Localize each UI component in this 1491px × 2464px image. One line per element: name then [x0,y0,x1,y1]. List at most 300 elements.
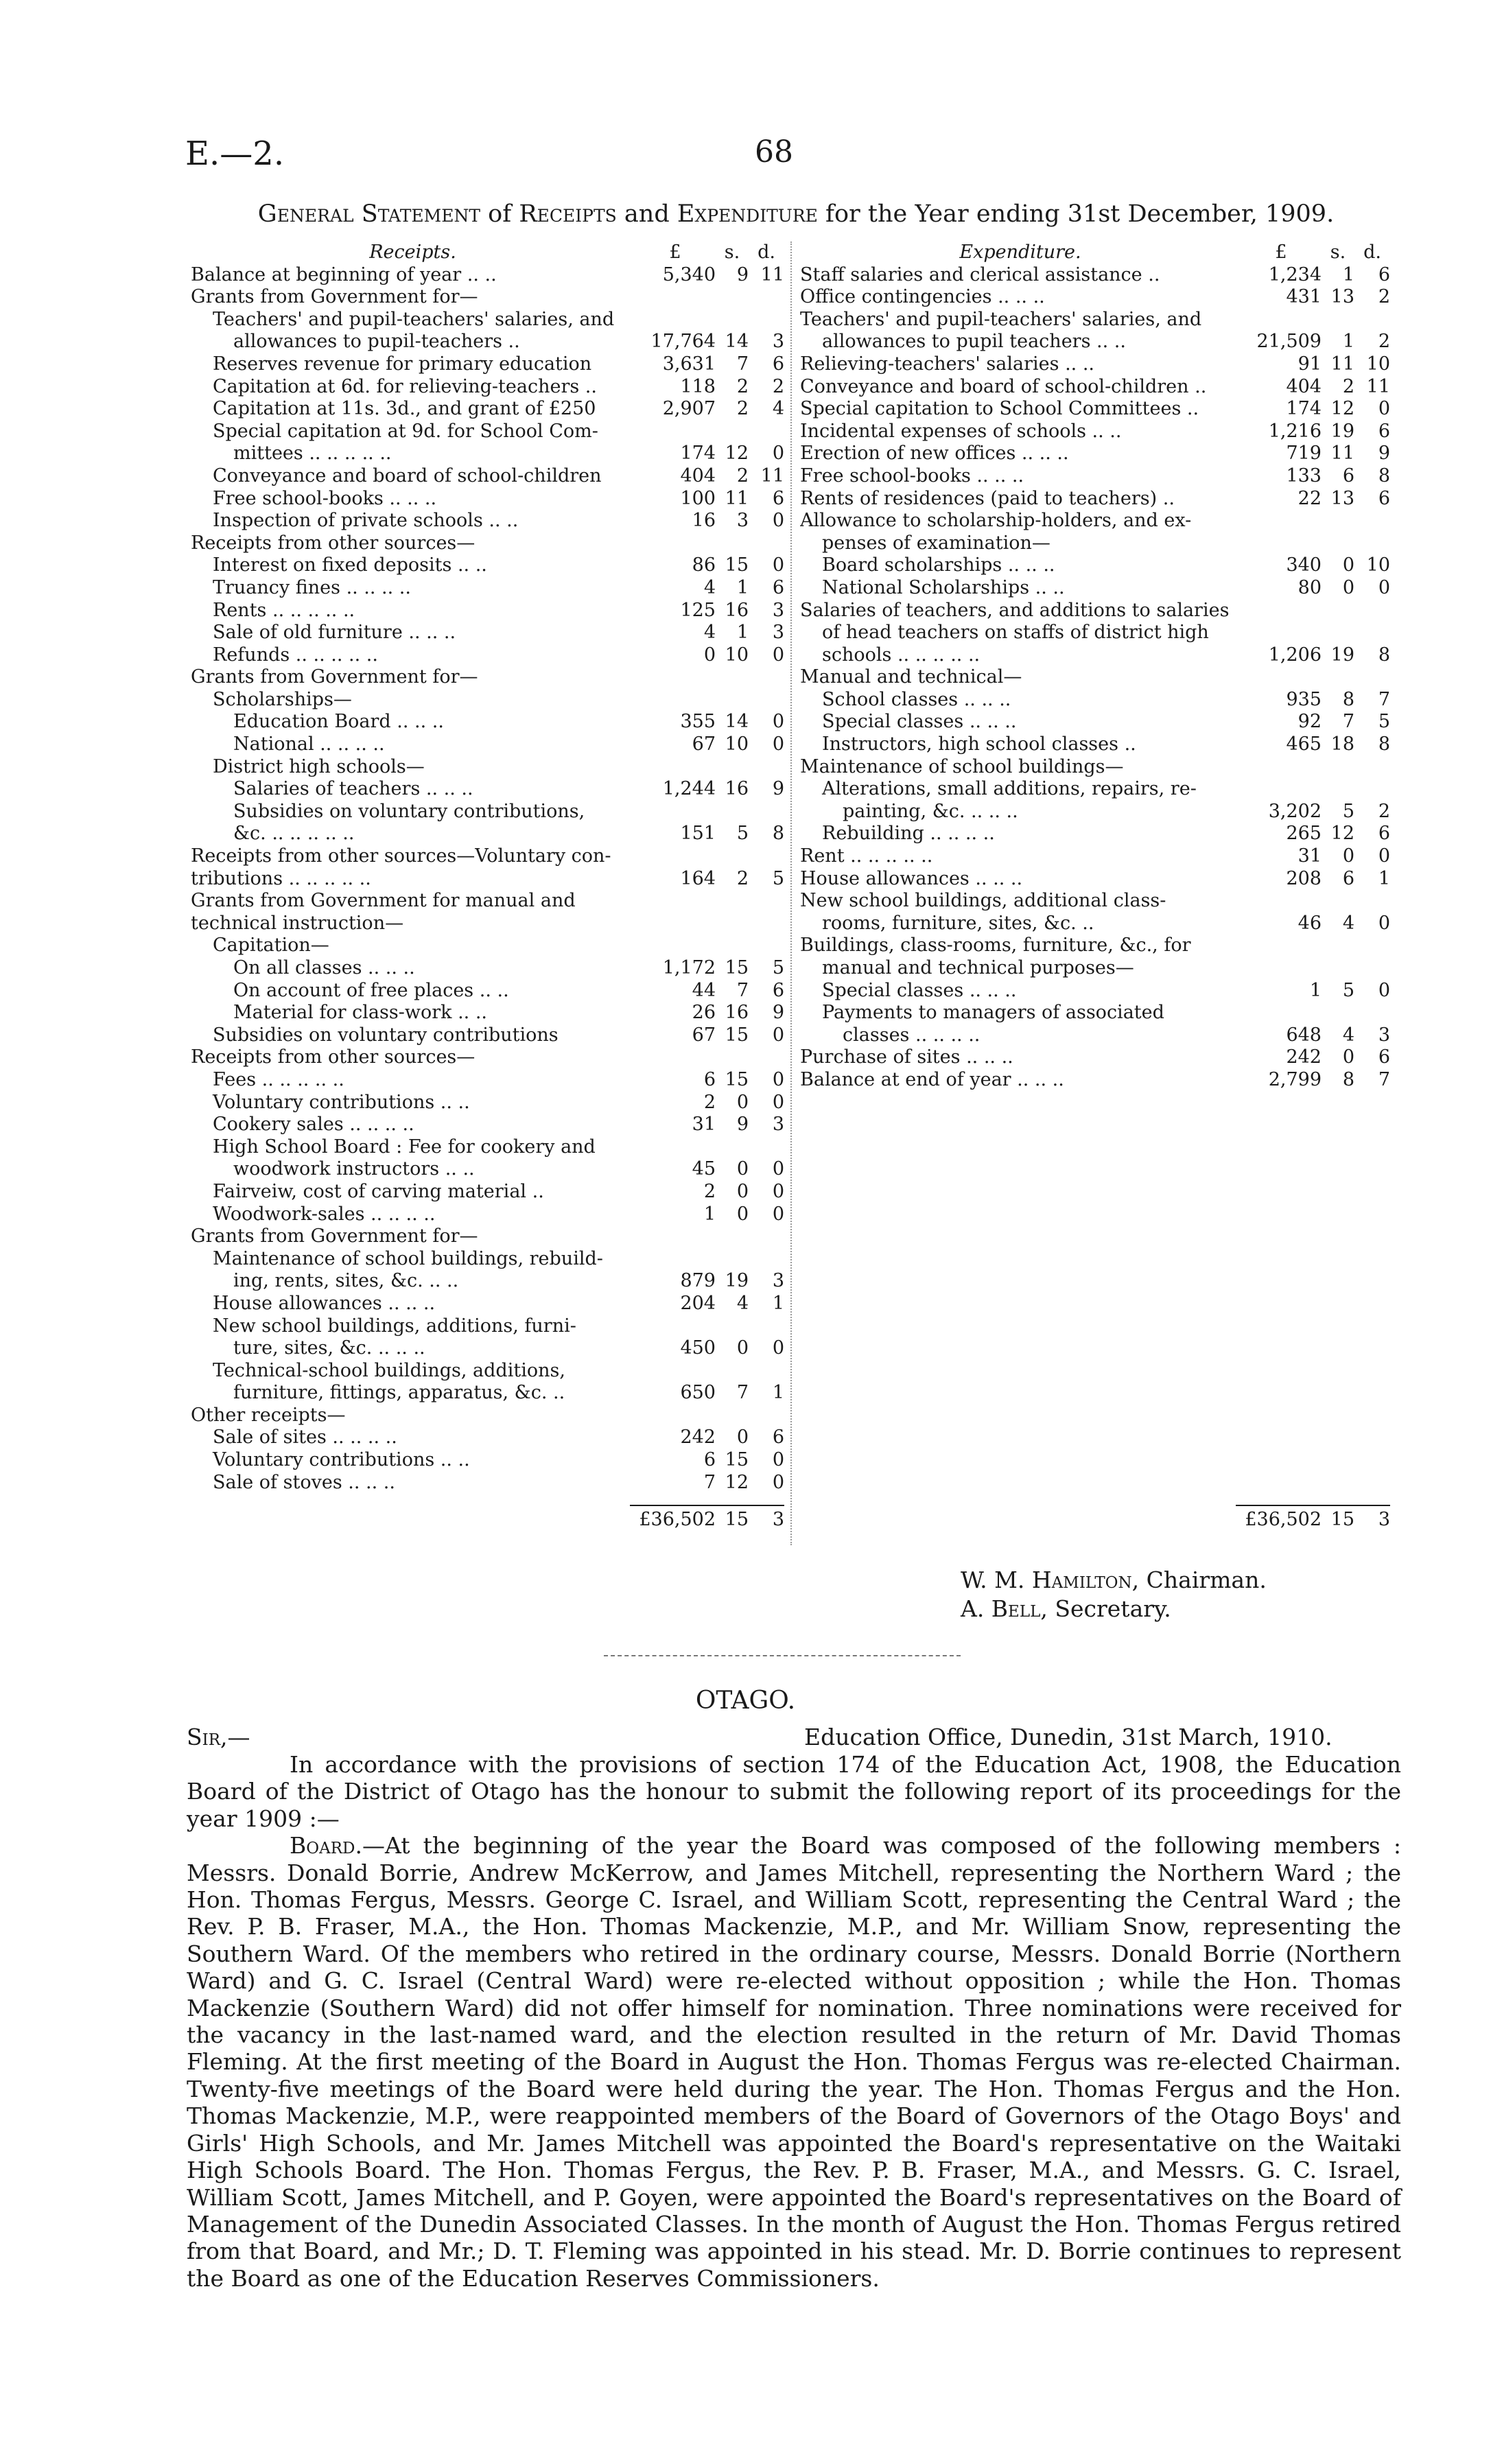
amount-pence: 11 [1366,375,1390,397]
amount-pence: 0 [1378,979,1390,1001]
amount-pence: 10 [1366,554,1390,576]
amount-pence: 6 [1378,1046,1390,1068]
amount-pence: 6 [772,576,784,598]
table-row [800,890,1390,913]
amount-pounds: 879 [680,1270,716,1292]
row-description: On all classes .. .. .. [233,957,415,978]
amount-pounds: 404 [680,465,716,486]
amount-pence: 6 [1378,420,1390,442]
amount-shillings: 12 [725,1471,749,1493]
amount-pounds: 67 [692,1024,716,1046]
table-row [800,510,1390,532]
table-row [800,845,1390,868]
amount-shillings: 15 [725,1449,749,1471]
table-row [191,353,784,376]
amount-pence: 3 [772,599,784,621]
amount-pounds: 935 [1286,688,1322,710]
table-row [191,756,784,779]
amount-shillings: 14 [725,331,749,353]
table-row [800,398,1390,421]
table-row [800,532,1390,555]
amount-shillings: 19 [1330,420,1354,442]
table-row [191,421,784,443]
amount-pounds: 174 [680,443,716,465]
amount-shillings: 0 [736,1158,749,1180]
board-paragraph [187,1832,1401,2292]
amount-shillings: 7 [736,1382,749,1404]
row-description: of head teachers on staffs of district high [822,622,1209,644]
row-description: furniture, fittings, apparatus, &c. .. [233,1382,565,1404]
amount-pounds: 431 [1286,286,1322,308]
row-description: Capitation at 6d. for relieving-teachers .. [213,375,597,397]
amount-shillings: 15 [725,1068,749,1090]
amount-shillings: 15 [725,554,749,576]
row-description: New school buildings, additional class- [800,890,1166,912]
amount-shillings: 10 [725,734,749,755]
amount-pence: 8 [1378,644,1390,666]
row-description: Refunds .. .. .. .. .. [213,644,378,666]
table-row [191,1337,784,1360]
row-description: Conveyance and board of school-children [213,465,602,486]
amount-pence: 0 [772,711,784,733]
amount-pounds: 355 [680,711,716,733]
amount-shillings: 4 [736,1292,749,1314]
row-description: Sale of sites .. .. .. .. [213,1427,397,1448]
receipts-column [191,242,784,1531]
amount-shillings: 4 [1342,1024,1354,1046]
table-row [800,443,1390,465]
table-row [191,622,784,644]
table-row [191,286,784,309]
row-description: Erection of new offices .. .. .. [800,443,1069,465]
receipts-total-row [191,1503,784,1531]
amount-pounds: 100 [680,487,716,509]
row-description: Maintenance of school buildings— [800,755,1124,777]
amount-pounds: 208 [1286,867,1322,889]
amount-pence: 5 [772,957,784,978]
amount-pence: 6 [1378,263,1390,285]
table-row [191,1069,784,1092]
row-description: &c. .. .. .. .. .. [233,823,355,845]
table-row [800,913,1390,935]
row-description: Subsidies on voluntary contributions, [233,800,585,822]
amount-pounds: 17,764 [650,331,716,353]
amount-shillings: 0 [736,1203,749,1225]
table-row [191,957,784,980]
amount-pence: 8 [1378,734,1390,755]
amount-pence: 0 [772,1203,784,1225]
amount-pence: 8 [1378,465,1390,486]
amount-pounds: 2 [703,1091,716,1113]
amount-pence: 0 [1378,398,1390,420]
row-description: Special classes .. .. .. [822,711,1017,733]
amount-pounds: 21,509 [1256,331,1322,353]
signatory-role: , Secretary. [1040,1595,1171,1622]
amount-pounds: 92 [1298,711,1322,733]
amount-pounds: 86 [692,554,716,576]
row-description: rooms, furniture, sites, &c. .. [822,912,1094,934]
amount-shillings: 15 [725,957,749,978]
amount-pounds: 164 [680,867,716,889]
row-description: Receipts from other sources— [191,1046,476,1068]
row-description: Free school-books .. .. .. [800,465,1024,486]
row-description: Board scholarships .. .. .. [822,554,1055,576]
title-part: General Statement [257,200,481,228]
amount-pounds: 151 [680,823,716,845]
expenditure-heading: Expenditure. [959,242,1081,263]
table-row [191,1092,784,1114]
table-row [191,689,784,712]
amount-shillings: 10 [725,644,749,666]
amount-pounds: 4 [703,622,716,644]
table-row [191,398,784,421]
table-row [191,376,784,399]
amount-shillings: 19 [1330,644,1354,666]
amount-pence: 0 [772,1068,784,1090]
amount-shillings: 0 [1342,845,1354,867]
amount-shillings: 0 [736,1091,749,1113]
receipts-rows [191,264,784,1494]
amount-pence: 3 [772,331,784,353]
title-part: Receipts [519,200,617,228]
amount-pounds: 265 [1286,823,1322,845]
amount-shillings: 7 [1342,711,1354,733]
table-row [191,1427,784,1449]
row-description: allowances to pupil teachers .. .. [822,331,1126,353]
amount-pounds: 242 [680,1427,716,1448]
row-description: Free school-books .. .. .. [213,487,437,509]
expenditure-total-pounds: £36,502 [1245,1509,1322,1531]
amount-pence: 3 [772,1270,784,1292]
row-description: classes .. .. .. .. [843,1024,981,1046]
table-row [191,644,784,667]
amount-shillings: 5 [736,823,749,845]
amount-pounds: 0 [703,644,716,666]
row-description: Special capitation to School Committees .. [800,398,1199,420]
table-row [191,1472,784,1494]
row-description: Scholarships— [213,688,352,710]
amount-shillings: 15 [725,1024,749,1046]
amount-pence: 0 [772,1471,784,1493]
receipts-total-shillings: 15 [725,1509,749,1531]
amount-shillings: 0 [736,1180,749,1202]
table-row [191,1158,784,1181]
amount-pence: 6 [1378,487,1390,509]
amount-pence: 0 [772,644,784,666]
row-description: manual and technical purposes— [822,957,1134,978]
row-description: Staff salaries and clerical assistance .. [800,263,1160,285]
amount-shillings: 9 [736,1114,749,1136]
table-row [191,980,784,1002]
row-description: tributions .. .. .. .. .. [191,867,371,889]
amount-pounds: 46 [1298,912,1322,934]
amount-pounds: 404 [1286,375,1322,397]
table-row [191,845,784,868]
table-row [191,1405,784,1427]
row-description: Grants from Government for— [191,286,478,308]
amount-pence: 0 [772,1180,784,1202]
table-row [800,734,1390,756]
row-description: On account of free places .. .. [233,979,509,1001]
table-row [800,823,1390,845]
amount-shillings: 13 [1330,487,1354,509]
table-row [191,1002,784,1024]
table-row [800,465,1390,488]
row-description: Rents .. .. .. .. .. [213,599,355,621]
amount-shillings: 12 [725,443,749,465]
amount-pence: 3 [772,622,784,644]
amount-shillings: 4 [1342,912,1354,934]
table-row [191,1293,784,1315]
row-description: Capitation— [213,935,329,957]
page-number: 68 [755,134,793,169]
amount-pounds: 1 [703,1203,716,1225]
amount-pounds: 45 [692,1158,716,1180]
amount-pounds: 5,340 [662,263,716,285]
amount-pence: 9 [772,1002,784,1024]
amount-shillings: 2 [1342,375,1354,397]
row-description: Rebuilding .. .. .. .. [822,823,995,845]
row-description: Grants from Government for— [191,666,478,688]
table-row [800,689,1390,712]
amount-pounds: 44 [692,979,716,1001]
receipts-total-pounds: £36,502 [639,1509,716,1531]
amount-pence: 0 [1378,576,1390,598]
amount-shillings: 3 [736,510,749,532]
row-description: Inspection of private schools .. .. [213,510,519,532]
amount-pence: 0 [772,1024,784,1046]
row-description: Voluntary contributions .. .. [213,1449,470,1471]
table-row [191,823,784,845]
amount-pence: 6 [1378,823,1390,845]
amount-shillings: 11 [1330,443,1354,465]
amount-pounds: 133 [1286,465,1322,486]
row-description: Grants from Government for— [191,1225,478,1247]
amount-pence: 6 [772,353,784,375]
table-row [800,1069,1390,1092]
amount-pounds: 6 [703,1068,716,1090]
amount-pounds: 174 [1286,398,1322,420]
amount-pence: 3 [772,1114,784,1136]
receipts-total-pence: 3 [772,1509,784,1531]
amount-shillings: 0 [1342,1046,1354,1068]
row-description: School classes .. .. .. [822,688,1011,710]
amount-pence: 7 [1378,1068,1390,1090]
row-description: Office contingencies .. .. .. [800,286,1045,308]
row-description: Relieving-teachers' salaries .. .. [800,353,1094,375]
row-description: allowances to pupil-teachers .. [233,331,520,353]
row-description: penses of examination— [822,532,1050,554]
row-description: woodwork instructors .. .. [233,1158,475,1180]
row-description: Buildings, class-rooms, furniture, &c., for [800,935,1191,957]
row-description: Salaries of teachers, and additions to salaries [800,599,1230,621]
table-row [191,1382,784,1405]
table-row [800,353,1390,376]
table-row [800,935,1390,957]
amount-shillings: 7 [736,353,749,375]
amount-pence: 0 [1378,912,1390,934]
amount-shillings: 0 [1342,554,1354,576]
amount-pence: 6 [772,487,784,509]
table-row [191,1360,784,1383]
row-description: Material for class-work .. .. [233,1002,487,1024]
table-row [191,532,784,555]
amount-pence: 0 [772,1337,784,1359]
amount-pounds: 7 [703,1471,716,1493]
amount-pounds: 1 [1309,979,1322,1001]
table-row [191,510,784,532]
row-description: Balance at beginning of year .. .. [191,263,497,285]
row-description: Teachers' and pupil-teachers' salaries, and [800,308,1202,330]
amount-shillings: 1 [736,622,749,644]
row-description: Fairveiw, cost of carving material .. [213,1180,544,1202]
amount-pence: 0 [772,1158,784,1180]
row-description: National Scholarships .. .. [822,576,1065,598]
total-rule [630,1505,784,1506]
table-row [800,488,1390,511]
otago-heading: OTAGO. [695,1687,796,1715]
amount-shillings: 13 [1330,286,1354,308]
amount-shillings: 12 [1330,398,1354,420]
amount-pence: 2 [1378,286,1390,308]
table-row [800,980,1390,1002]
row-description: New school buildings, additions, furni- [213,1315,576,1337]
table-row [191,309,784,331]
table-row [191,1449,784,1472]
amount-pounds: 2,799 [1268,1068,1322,1090]
table-row [800,421,1390,443]
table-row [191,465,784,488]
row-description: technical instruction— [191,912,404,934]
row-description: painting, &c. .. .. .. [843,800,1018,822]
title-part: and [616,200,677,228]
amount-pounds: 91 [1298,353,1322,375]
table-row [800,711,1390,734]
table-row [191,1270,784,1293]
table-row [191,1024,784,1047]
table-row [191,1315,784,1338]
table-row [800,868,1390,891]
title-part: Expenditure [677,200,818,228]
amount-shillings: 16 [725,1002,749,1024]
table-row [800,286,1390,309]
row-description: Special capitation at 9d. for School Com- [213,420,598,442]
page-header [185,134,1297,176]
amount-pounds: 719 [1286,443,1322,465]
amount-shillings: 0 [736,1337,749,1359]
expenditure-total-pence: 3 [1378,1509,1390,1531]
amount-pounds: 2,907 [662,398,716,420]
expenditure-column [800,242,1390,1531]
table-row [800,264,1390,287]
amount-pounds: 22 [1298,487,1322,509]
row-description: Technical-school buildings, additions, [213,1359,565,1381]
amount-shillings: 16 [725,778,749,800]
table-row [191,331,784,353]
row-description: House allowances .. .. .. [213,1292,436,1314]
row-description: Interest on fixed deposits .. .. [213,554,487,576]
table-row [191,935,784,957]
col-pounds-header: £ [1275,242,1287,263]
amount-pounds: 80 [1298,576,1322,598]
amount-pounds: 648 [1286,1024,1322,1046]
amount-shillings: 18 [1330,734,1354,755]
signatory-chairman [961,1566,1267,1595]
amount-pence: 0 [1378,845,1390,867]
expenditure-header-row [800,242,1390,264]
row-description: Manual and technical— [800,666,1022,688]
table-row [191,264,784,287]
amount-pence: 0 [772,1091,784,1113]
row-description: Voluntary contributions .. .. [213,1091,470,1113]
amount-pence: 11 [760,263,784,285]
amount-shillings: 1 [1342,331,1354,353]
table-row [800,600,1390,622]
table-row [800,778,1390,801]
amount-shillings: 8 [1342,688,1354,710]
amount-pence: 11 [760,465,784,486]
title-part: for the Year ending 31st December, 1909. [817,200,1335,228]
amount-pence: 1 [1378,867,1390,889]
amount-pounds: 242 [1286,1046,1322,1068]
board-label: Board. [290,1832,362,1859]
salutation: Sir,— [187,1724,250,1750]
row-description: Sale of old furniture .. .. .. [213,622,456,644]
table-row [800,644,1390,667]
table-row [191,890,784,913]
table-row [800,376,1390,399]
table-row [800,309,1390,331]
row-description: Allowance to scholarship-holders, and ex- [800,510,1192,532]
row-description: Capitation at 11s. 3d., and grant of £250 [213,398,596,420]
signatory-role: , Chairman. [1131,1567,1267,1593]
amount-shillings: 6 [1342,465,1354,486]
amount-shillings: 5 [1342,800,1354,822]
amount-shillings: 14 [725,711,749,733]
amount-pounds: 31 [1298,845,1322,867]
row-description: Conveyance and board of school-children .. [800,375,1207,397]
row-description: Subsidies on voluntary contributions [213,1024,559,1046]
row-description: Sale of stoves .. .. .. [213,1471,395,1493]
amount-shillings: 7 [736,979,749,1001]
expenditure-total-row [800,1503,1390,1531]
table-row [800,801,1390,823]
row-description: House allowances .. .. .. [800,867,1023,889]
amount-pence: 2 [1378,331,1390,353]
amount-pounds: 4 [703,576,716,598]
amount-pounds: 2 [703,1180,716,1202]
amount-pence: 6 [772,1427,784,1448]
amount-pence: 8 [772,823,784,845]
amount-pence: 5 [1378,711,1390,733]
row-description: High School Board : Fee for cookery and [213,1136,596,1158]
table-row [191,1204,784,1226]
amount-pounds: 650 [680,1382,716,1404]
amount-shillings: 6 [1342,867,1354,889]
amount-pounds: 3,631 [662,353,716,375]
table-row [191,1225,784,1248]
amount-pounds: 6 [703,1449,716,1471]
amount-pounds: 1,206 [1268,644,1322,666]
amount-pounds: 125 [680,599,716,621]
row-description: mittees .. .. .. .. .. [233,443,392,465]
amount-shillings: 5 [1342,979,1354,1001]
amount-shillings: 19 [725,1270,749,1292]
receipts-header-row [191,242,784,264]
amount-shillings: 2 [736,398,749,420]
table-row [800,1002,1390,1024]
amount-pounds: 3,202 [1268,800,1322,822]
